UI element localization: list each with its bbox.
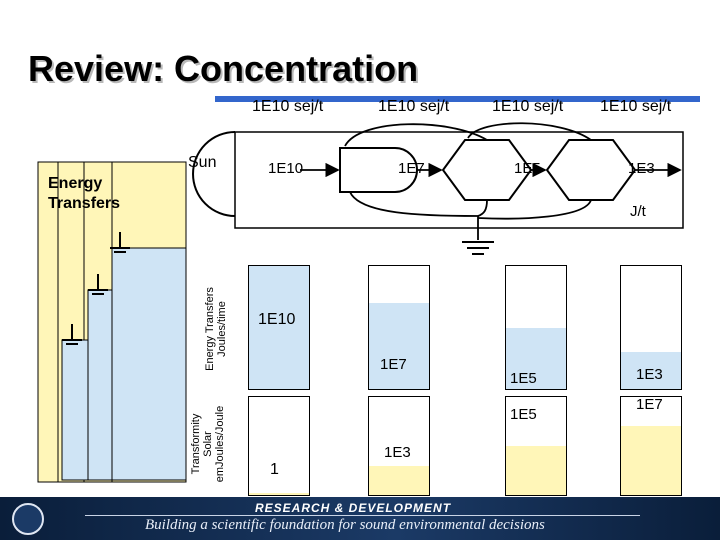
flow-label-1: 1E10 bbox=[268, 160, 304, 177]
transformity-axis-line3: emJoules/Joule bbox=[214, 405, 226, 483]
energy-transfers-line2: Transfers bbox=[48, 195, 121, 212]
footer-divider bbox=[85, 515, 640, 516]
sun-label: Sun bbox=[188, 154, 217, 171]
transformity-axis-line2: Solar bbox=[202, 431, 214, 457]
flow-label-3: 1E5 bbox=[514, 160, 541, 177]
energy-fill-2 bbox=[369, 303, 429, 389]
header-label-3: 1E10 sej/t bbox=[492, 98, 564, 115]
transformity-fill-3 bbox=[506, 446, 566, 495]
energy-bar-label-4: 1E3 bbox=[636, 366, 663, 383]
page-title: Review: Concentration bbox=[28, 48, 419, 89]
transformity-bar-label-3: 1E5 bbox=[510, 406, 537, 423]
transformity-fill-1 bbox=[249, 493, 309, 495]
energy-bar-label-2: 1E7 bbox=[380, 356, 407, 373]
heat-sink-icon bbox=[462, 242, 494, 254]
epa-seal-icon bbox=[12, 503, 44, 535]
header-label-2: 1E10 sej/t bbox=[378, 98, 450, 115]
transformity-axis-line1: Transformity bbox=[190, 413, 202, 475]
energy-axis-line2: Joules/time bbox=[216, 301, 228, 357]
consumer2-icon bbox=[547, 140, 635, 200]
flow-label-2: 1E7 bbox=[398, 160, 425, 177]
energy-bar-label-1: 1E10 bbox=[258, 311, 296, 328]
energy-bar-label-3: 1E5 bbox=[510, 370, 537, 387]
flow-label-4: 1E3 bbox=[628, 160, 655, 177]
transformity-axis-label bbox=[158, 405, 258, 483]
transformity-fill-2 bbox=[369, 466, 429, 495]
header-label-1: 1E10 sej/t bbox=[252, 98, 324, 115]
header-label-4: 1E10 sej/t bbox=[600, 98, 672, 115]
footer-top-text: RESEARCH & DEVELOPMENT bbox=[255, 501, 452, 515]
unit-label: J/t bbox=[630, 203, 646, 220]
transformity-fill-4 bbox=[621, 426, 681, 495]
transformity-column-1 bbox=[248, 396, 310, 496]
footer-bottom-text: Building a scientific foundation for sound environmental decisions bbox=[145, 517, 545, 533]
energy-transfers-line1: Energy bbox=[48, 175, 103, 192]
sun-source-icon bbox=[193, 132, 235, 216]
energy-axis-line1: Energy Transfers bbox=[204, 287, 216, 371]
transformity-bar-label-4: 1E7 bbox=[636, 396, 663, 413]
transformity-bar-label-1: 1 bbox=[270, 461, 279, 478]
transformity-bar-label-2: 1E3 bbox=[384, 444, 411, 461]
